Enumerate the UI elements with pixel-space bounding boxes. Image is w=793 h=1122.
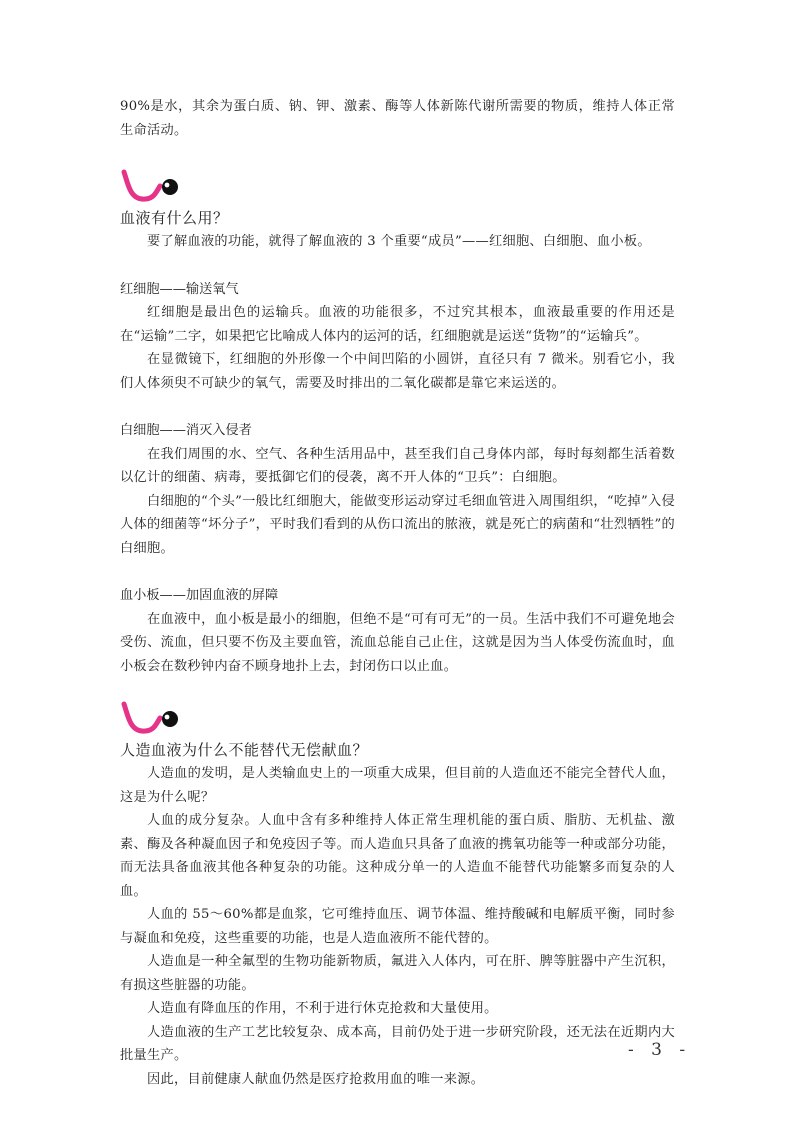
blood-drop-decoration-icon — [120, 700, 182, 738]
page-number: - 3 - — [628, 1040, 692, 1060]
section2-paragraph: 因此，目前健康人献血仍然是医疗抢救用血的唯一来源。 — [147, 1071, 485, 1087]
section1-lead: 要了解血液的功能，就得了解血液的 3 个重要“成员”——红细胞、白细胞、血小板。 — [147, 234, 651, 249]
section2-paragraph: 人血的 55～60%都是血浆，它可维持血压、调节体温、维持酸碱和电解质平衡，同时参与凝血和免疫，这些重要的功能，也是人造血液所不能代替的。 — [120, 907, 675, 946]
section1-title: 血液有什么用？ — [120, 209, 229, 227]
document-page — [120, 95, 675, 1091]
section2-title: 人造血液为什么不能替代无偿献血？ — [120, 741, 369, 759]
platelet-paragraph-1: 在血液中，血小板是最小的细胞，但绝不是“可有可无”的一员。生活中我们不可避免地会受伤、流血，但只要不伤及主要血管，流血总能自己止住，这就是因为当人体受伤流血时，血小板会在数秒钟内奋不顾身地扑上去，封闭伤口以止血。 — [120, 611, 675, 674]
blood-drop-decoration-icon — [120, 168, 182, 206]
red-cell-paragraph-1: 红细胞是最出色的运输兵。血液的功能很多，不过究其根本，血液最重要的作用还是在“运输”二字，如果把它比喻成人体内的运河的话，红细胞就是运送“货物”的“运输兵”。 — [120, 305, 675, 344]
red-cell-heading: 红细胞——输送氧气 — [120, 281, 239, 297]
white-cell-paragraph-2: 白细胞的“个头”一般比红细胞大，能做变形运动穿过毛细血管进入周围组织，“吃掉”入侵人体的细菌等“坏分子”，平时我们看到的从伤口流出的脓液，就是死亡的病菌和“壮烈牺牲”的白细胞。 — [120, 493, 675, 556]
platelet-heading: 血小板——加固血液的屏障 — [120, 588, 279, 603]
white-cell-paragraph-1: 在我们周围的水、空气、各种生活用品中，甚至我们自己身体内部，每时每刻都生活着数以亿计的细菌、病毒，要抵御它们的侵袭，离不开人体的“卫兵”：白细胞。 — [120, 446, 675, 485]
white-cell-heading: 白细胞——消灭入侵者 — [120, 423, 252, 438]
red-cell-paragraph-2: 在显微镜下，红细胞的外形像一个中间凹陷的小圆饼，直径只有 7 微米。别看它小，我们人体须臾不可缺少的氧气，需要及时排出的二氧化碳都是靠它来运送的。 — [120, 352, 675, 391]
section2-paragraph: 人造血有降血压的作用，不利于进行休克抢救和大量使用。 — [147, 1001, 498, 1016]
section2-paragraph: 人造血液的生产工艺比较复杂、成本高，目前仍处于进一步研究阶段，还无法在近期内大批量生产。 — [120, 1024, 675, 1063]
section2-paragraph: 人血的成分复杂。人血中含有多种维持人体正常生理机能的蛋白质、脂肪、无机盐、激素、酶及各种凝血因子和免疫因子等。而人造血只具备了血液的携氧功能等一种或部分功能，而无法具备血液其他各种复杂的功能。这种成分单一的人造血不能替代功能繁多而复杂的人血。 — [120, 813, 675, 899]
section2-paragraph: 人造血的发明，是人类输血史上的一项重大成果，但目前的人造血还不能完全替代人血，这是为什么呢？ — [120, 766, 675, 805]
intro-paragraph: 90%是水，其余为蛋白质、钠、钾、激素、酶等人体新陈代谢所需要的物质，维持人体正常生命活动。 — [120, 99, 675, 138]
section2-paragraph: 人造血是一种全氟型的生物功能新物质，氟进入人体内，可在肝、脾等脏器中产生沉积，有损这些脏器的功能。 — [120, 954, 675, 993]
